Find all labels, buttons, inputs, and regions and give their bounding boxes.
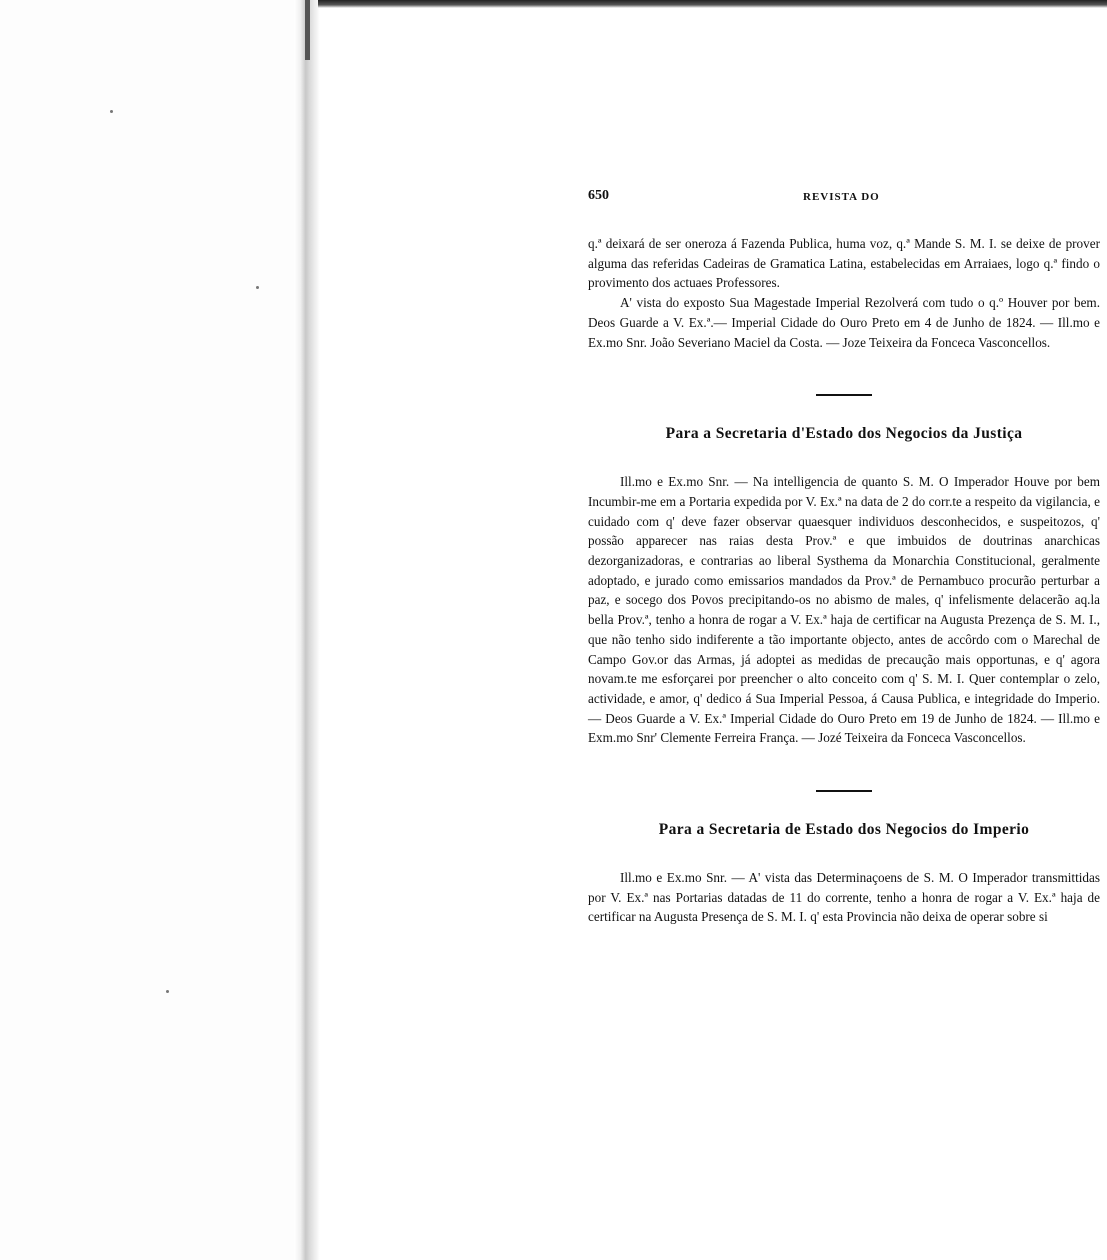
journal-title: REVISTA DO bbox=[803, 191, 880, 203]
facing-page-margin bbox=[0, 0, 318, 1260]
letter-body-justica: Ill.mo e Ex.mo Snr. — Na intelligencia de quanto S. M. O Imperador Houve por bem Incumbir-me em a Portaria expedida por V. Ex.ª na data de 2 do corr.te a respeito da vigilancia, e cuidado com q' deve fazer observar quaesquer individuos desconhecidos, e suspeitozos, q' possão apparecer nas raias desta Prov.ª e que imbuidos de doutrinas anarchicas dezorganizadoras, e contrarias ao liberal Systhema da Monarchia Constitucional, geralmente adoptado, e jurado como emissarios mandados da Prov.ª de Pernambuco procurão perturbar a paz, e socego dos Povos precipitando-os no abismo de males, q' infelismente delacerão aq.la bella Prov.ª, tenho a honra de rogar a V. Ex.ª haja de certificar na Augusta Prezença de S. M. I., que não tenho sido indiferente a tão importante objecto, antes de accôrdo com o Marechal de Campo Gov.or das Armas, já adoptei as medidas de precaução mais opportunas, e q' agora novam.te me esforçarei por preencher o alto conceito com q' S. M. I. Quer contemplar o zelo, actividade, e amor, q' dedico á Sua Imperial Pessoa, á Causa Publica, e integridade do Imperio. — Deos Guarde a V. Ex.ª Imperial Cidade do Ouro Preto em 19 de Junho de 1824. — Ill.mo e Exm.mo Snr' Clemente Ferreira França. — Jozé Teixeira da Fonceca Vasconcellos. bbox=[588, 474, 1100, 746]
scan-speck bbox=[256, 286, 259, 289]
document-page bbox=[588, 186, 1100, 927]
section-heading-justica: Para a Secretaria d'Estado dos Negocios da Justiça bbox=[665, 425, 1023, 443]
section-heading-imperio: Para a Secretaria de Estado dos Negocios do Imperio bbox=[658, 821, 1030, 839]
page-top-edge bbox=[318, 0, 1107, 8]
scan-speck bbox=[166, 990, 169, 993]
scan-speck bbox=[110, 110, 113, 113]
page-number: 650 bbox=[588, 188, 609, 203]
book-spine-shadow bbox=[294, 0, 320, 1260]
running-head bbox=[588, 186, 1100, 208]
section-divider bbox=[816, 790, 872, 792]
paragraph-closing: A' vista do exposto Sua Magestade Imperial Rezolverá com tudo o q.º Houver por bem. Deos Guarde a V. Ex.ª.— Imperial Cidade do Ouro Preto em 4 de Junho de 1824. — Ill.mo e Ex.mo Snr. João Severiano Maciel da Costa. — Joze Teixeira da Fonceca Vasconcellos. bbox=[588, 295, 1100, 350]
section-divider bbox=[816, 394, 872, 396]
paragraph-continued: q.ª deixará de ser oneroza á Fazenda Publica, huma voz, q.ª Mande S. M. I. se deixe de prover alguma das referidas Cadeiras de Gramatica Latina, estabelecidas em Arraiaes, logo q.ª findo o provimento dos actuaes Professores. bbox=[588, 236, 1100, 291]
spine-edge-mark bbox=[305, 0, 310, 60]
letter-body-imperio: Ill.mo e Ex.mo Snr. — A' vista das Determinaçoens de S. M. O Imperador transmittidas por V. Ex.ª nas Portarias datadas de 11 do corrente, tenho a honra de rogar a V. Ex.ª haja de certificar na Augusta Presença de S. M. I. q' esta Provincia não deixa de operar sobre si bbox=[588, 870, 1100, 925]
